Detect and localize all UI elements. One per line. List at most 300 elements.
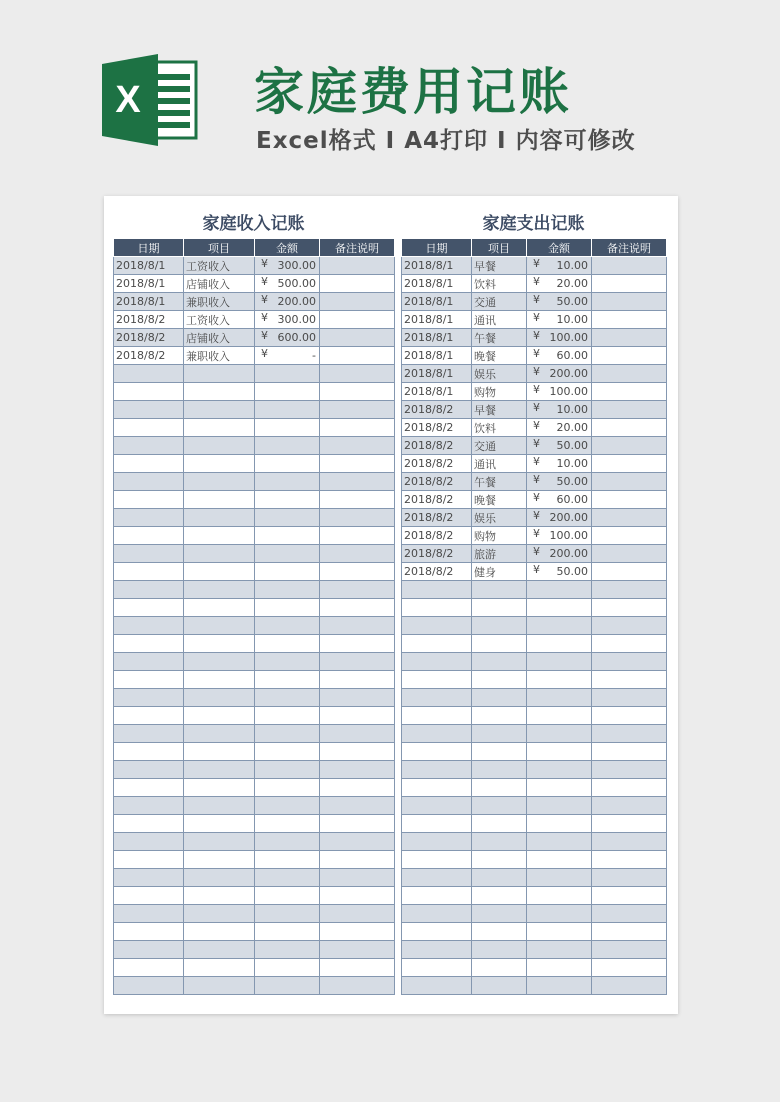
note-cell[interactable] <box>592 437 667 455</box>
item-cell[interactable] <box>472 617 527 635</box>
item-cell[interactable] <box>472 743 527 761</box>
note-cell[interactable] <box>592 959 667 977</box>
note-cell[interactable] <box>592 599 667 617</box>
item-cell[interactable] <box>184 887 255 905</box>
amount-cell[interactable] <box>527 365 592 383</box>
note-cell[interactable] <box>320 797 395 815</box>
item-cell[interactable]: 工资收入 <box>184 257 255 275</box>
note-cell[interactable] <box>320 563 395 581</box>
amount-cell[interactable] <box>527 491 592 509</box>
note-cell[interactable] <box>592 581 667 599</box>
note-cell[interactable] <box>592 671 667 689</box>
date-cell[interactable]: 2018/8/1 <box>114 293 184 311</box>
date-cell[interactable] <box>402 581 472 599</box>
note-cell[interactable] <box>320 545 395 563</box>
item-cell[interactable]: 店铺收入 <box>184 275 255 293</box>
date-cell[interactable] <box>114 599 184 617</box>
item-cell[interactable] <box>184 725 255 743</box>
note-cell[interactable] <box>320 599 395 617</box>
note-cell[interactable] <box>592 347 667 365</box>
date-cell[interactable] <box>402 905 472 923</box>
note-cell[interactable] <box>320 869 395 887</box>
note-cell[interactable] <box>320 743 395 761</box>
date-cell[interactable] <box>402 671 472 689</box>
amount-cell[interactable] <box>527 779 592 797</box>
item-cell[interactable] <box>184 401 255 419</box>
amount-cell[interactable] <box>527 959 592 977</box>
amount-cell[interactable] <box>255 923 320 941</box>
amount-cell[interactable] <box>527 329 592 347</box>
date-cell[interactable] <box>114 815 184 833</box>
date-cell[interactable]: 2018/8/2 <box>402 563 472 581</box>
note-cell[interactable] <box>320 725 395 743</box>
amount-cell[interactable] <box>255 329 320 347</box>
date-cell[interactable] <box>114 545 184 563</box>
item-cell[interactable] <box>472 671 527 689</box>
item-cell[interactable] <box>184 689 255 707</box>
amount-cell[interactable] <box>527 689 592 707</box>
item-cell[interactable] <box>472 761 527 779</box>
item-cell[interactable] <box>184 509 255 527</box>
date-cell[interactable]: 2018/8/1 <box>402 383 472 401</box>
note-cell[interactable] <box>592 707 667 725</box>
note-cell[interactable] <box>320 527 395 545</box>
date-cell[interactable] <box>402 743 472 761</box>
date-cell[interactable]: 2018/8/1 <box>402 293 472 311</box>
note-cell[interactable] <box>320 311 395 329</box>
note-cell[interactable] <box>320 509 395 527</box>
amount-cell[interactable] <box>255 527 320 545</box>
amount-cell[interactable] <box>527 401 592 419</box>
note-cell[interactable] <box>592 653 667 671</box>
date-cell[interactable] <box>114 455 184 473</box>
amount-cell[interactable] <box>527 707 592 725</box>
amount-cell[interactable] <box>255 653 320 671</box>
note-cell[interactable] <box>592 635 667 653</box>
date-cell[interactable] <box>402 725 472 743</box>
amount-cell[interactable] <box>527 743 592 761</box>
amount-cell[interactable] <box>527 437 592 455</box>
amount-cell[interactable] <box>527 923 592 941</box>
note-cell[interactable] <box>592 293 667 311</box>
amount-cell[interactable] <box>527 527 592 545</box>
date-cell[interactable] <box>402 617 472 635</box>
item-cell[interactable] <box>472 779 527 797</box>
note-cell[interactable] <box>320 653 395 671</box>
item-cell[interactable]: 工资收入 <box>184 311 255 329</box>
amount-cell[interactable] <box>527 311 592 329</box>
amount-cell[interactable] <box>255 977 320 995</box>
item-cell[interactable] <box>472 581 527 599</box>
date-cell[interactable] <box>114 437 184 455</box>
date-cell[interactable]: 2018/8/2 <box>402 473 472 491</box>
date-cell[interactable] <box>114 581 184 599</box>
amount-cell[interactable] <box>255 689 320 707</box>
date-cell[interactable]: 2018/8/2 <box>402 401 472 419</box>
amount-cell[interactable] <box>255 725 320 743</box>
date-cell[interactable] <box>402 761 472 779</box>
note-cell[interactable] <box>592 977 667 995</box>
note-cell[interactable] <box>320 329 395 347</box>
date-cell[interactable] <box>402 851 472 869</box>
note-cell[interactable] <box>320 779 395 797</box>
amount-cell[interactable] <box>527 257 592 275</box>
note-cell[interactable] <box>320 815 395 833</box>
item-cell[interactable]: 晚餐 <box>472 491 527 509</box>
date-cell[interactable]: 2018/8/2 <box>402 509 472 527</box>
amount-cell[interactable] <box>255 797 320 815</box>
date-cell[interactable]: 2018/8/2 <box>402 545 472 563</box>
date-cell[interactable] <box>114 617 184 635</box>
item-cell[interactable] <box>472 599 527 617</box>
item-cell[interactable]: 通讯 <box>472 311 527 329</box>
item-cell[interactable]: 早餐 <box>472 257 527 275</box>
amount-cell[interactable] <box>255 941 320 959</box>
item-cell[interactable] <box>184 941 255 959</box>
note-cell[interactable] <box>320 689 395 707</box>
item-cell[interactable] <box>184 815 255 833</box>
date-cell[interactable] <box>114 383 184 401</box>
item-cell[interactable]: 健身 <box>472 563 527 581</box>
amount-cell[interactable] <box>527 833 592 851</box>
amount-cell[interactable] <box>255 365 320 383</box>
date-cell[interactable] <box>402 941 472 959</box>
amount-cell[interactable] <box>527 725 592 743</box>
item-cell[interactable]: 购物 <box>472 527 527 545</box>
note-cell[interactable] <box>320 401 395 419</box>
amount-cell[interactable] <box>255 707 320 725</box>
item-cell[interactable] <box>184 563 255 581</box>
date-cell[interactable]: 2018/8/1 <box>402 275 472 293</box>
item-cell[interactable]: 早餐 <box>472 401 527 419</box>
amount-cell[interactable] <box>527 419 592 437</box>
item-cell[interactable] <box>184 581 255 599</box>
item-cell[interactable]: 交通 <box>472 293 527 311</box>
amount-cell[interactable] <box>255 815 320 833</box>
note-cell[interactable] <box>592 509 667 527</box>
note-cell[interactable] <box>320 887 395 905</box>
note-cell[interactable] <box>320 761 395 779</box>
note-cell[interactable] <box>592 563 667 581</box>
item-cell[interactable] <box>184 653 255 671</box>
amount-cell[interactable] <box>255 887 320 905</box>
amount-cell[interactable] <box>255 509 320 527</box>
amount-cell[interactable] <box>527 581 592 599</box>
item-cell[interactable] <box>184 977 255 995</box>
item-cell[interactable] <box>472 959 527 977</box>
note-cell[interactable] <box>592 815 667 833</box>
amount-cell[interactable] <box>527 455 592 473</box>
note-cell[interactable] <box>320 275 395 293</box>
date-cell[interactable] <box>402 869 472 887</box>
item-cell[interactable] <box>184 383 255 401</box>
item-cell[interactable] <box>184 491 255 509</box>
date-cell[interactable] <box>114 905 184 923</box>
item-cell[interactable] <box>472 797 527 815</box>
amount-cell[interactable] <box>255 455 320 473</box>
item-cell[interactable]: 兼职收入 <box>184 293 255 311</box>
amount-cell[interactable] <box>255 581 320 599</box>
date-cell[interactable]: 2018/8/1 <box>402 311 472 329</box>
date-cell[interactable] <box>114 527 184 545</box>
note-cell[interactable] <box>592 383 667 401</box>
date-cell[interactable] <box>114 509 184 527</box>
date-cell[interactable] <box>114 779 184 797</box>
date-cell[interactable] <box>114 365 184 383</box>
item-cell[interactable]: 交通 <box>472 437 527 455</box>
note-cell[interactable] <box>320 833 395 851</box>
amount-cell[interactable] <box>255 833 320 851</box>
amount-cell[interactable] <box>255 401 320 419</box>
amount-cell[interactable] <box>527 671 592 689</box>
note-cell[interactable] <box>592 419 667 437</box>
note-cell[interactable] <box>320 491 395 509</box>
amount-cell[interactable] <box>527 761 592 779</box>
amount-cell[interactable] <box>255 545 320 563</box>
item-cell[interactable]: 旅游 <box>472 545 527 563</box>
date-cell[interactable] <box>114 725 184 743</box>
amount-cell[interactable] <box>527 545 592 563</box>
date-cell[interactable]: 2018/8/2 <box>402 455 472 473</box>
amount-cell[interactable] <box>255 347 320 365</box>
item-cell[interactable] <box>472 977 527 995</box>
item-cell[interactable] <box>184 923 255 941</box>
date-cell[interactable] <box>114 473 184 491</box>
item-cell[interactable] <box>184 797 255 815</box>
note-cell[interactable] <box>592 473 667 491</box>
note-cell[interactable] <box>592 311 667 329</box>
note-cell[interactable] <box>592 743 667 761</box>
note-cell[interactable] <box>592 329 667 347</box>
date-cell[interactable] <box>402 959 472 977</box>
date-cell[interactable] <box>114 671 184 689</box>
amount-cell[interactable] <box>527 887 592 905</box>
item-cell[interactable]: 店铺收入 <box>184 329 255 347</box>
item-cell[interactable] <box>184 743 255 761</box>
note-cell[interactable] <box>592 527 667 545</box>
note-cell[interactable] <box>320 473 395 491</box>
date-cell[interactable]: 2018/8/2 <box>114 311 184 329</box>
note-cell[interactable] <box>320 455 395 473</box>
date-cell[interactable] <box>402 653 472 671</box>
date-cell[interactable] <box>402 923 472 941</box>
note-cell[interactable] <box>320 635 395 653</box>
date-cell[interactable]: 2018/8/1 <box>402 329 472 347</box>
note-cell[interactable] <box>320 851 395 869</box>
item-cell[interactable]: 午餐 <box>472 473 527 491</box>
item-cell[interactable] <box>472 689 527 707</box>
date-cell[interactable]: 2018/8/2 <box>402 437 472 455</box>
note-cell[interactable] <box>592 923 667 941</box>
note-cell[interactable] <box>320 257 395 275</box>
amount-cell[interactable] <box>527 599 592 617</box>
amount-cell[interactable] <box>255 419 320 437</box>
note-cell[interactable] <box>320 581 395 599</box>
date-cell[interactable] <box>402 977 472 995</box>
amount-cell[interactable] <box>527 509 592 527</box>
note-cell[interactable] <box>320 905 395 923</box>
note-cell[interactable] <box>592 401 667 419</box>
note-cell[interactable] <box>320 941 395 959</box>
note-cell[interactable] <box>320 707 395 725</box>
amount-cell[interactable] <box>527 815 592 833</box>
item-cell[interactable] <box>472 707 527 725</box>
amount-cell[interactable] <box>527 941 592 959</box>
item-cell[interactable] <box>184 707 255 725</box>
date-cell[interactable] <box>114 833 184 851</box>
amount-cell[interactable] <box>527 905 592 923</box>
date-cell[interactable] <box>402 779 472 797</box>
item-cell[interactable] <box>472 833 527 851</box>
date-cell[interactable] <box>402 833 472 851</box>
item-cell[interactable]: 娱乐 <box>472 365 527 383</box>
date-cell[interactable]: 2018/8/2 <box>402 419 472 437</box>
note-cell[interactable] <box>592 689 667 707</box>
note-cell[interactable] <box>320 959 395 977</box>
date-cell[interactable] <box>114 491 184 509</box>
item-cell[interactable] <box>472 941 527 959</box>
date-cell[interactable] <box>114 635 184 653</box>
amount-cell[interactable] <box>255 851 320 869</box>
date-cell[interactable]: 2018/8/1 <box>114 257 184 275</box>
item-cell[interactable] <box>184 473 255 491</box>
amount-cell[interactable] <box>527 293 592 311</box>
item-cell[interactable] <box>184 905 255 923</box>
note-cell[interactable] <box>320 419 395 437</box>
date-cell[interactable] <box>114 923 184 941</box>
note-cell[interactable] <box>320 365 395 383</box>
item-cell[interactable]: 饮料 <box>472 275 527 293</box>
date-cell[interactable]: 2018/8/2 <box>114 329 184 347</box>
item-cell[interactable] <box>184 599 255 617</box>
date-cell[interactable] <box>114 959 184 977</box>
item-cell[interactable] <box>184 869 255 887</box>
amount-cell[interactable] <box>255 617 320 635</box>
item-cell[interactable] <box>184 545 255 563</box>
date-cell[interactable]: 2018/8/1 <box>402 365 472 383</box>
amount-cell[interactable] <box>255 383 320 401</box>
item-cell[interactable] <box>184 635 255 653</box>
note-cell[interactable] <box>592 905 667 923</box>
date-cell[interactable] <box>114 797 184 815</box>
amount-cell[interactable] <box>527 473 592 491</box>
item-cell[interactable] <box>184 779 255 797</box>
note-cell[interactable] <box>592 365 667 383</box>
note-cell[interactable] <box>592 869 667 887</box>
item-cell[interactable] <box>184 671 255 689</box>
date-cell[interactable] <box>114 401 184 419</box>
item-cell[interactable] <box>472 635 527 653</box>
amount-cell[interactable] <box>527 275 592 293</box>
date-cell[interactable]: 2018/8/1 <box>402 347 472 365</box>
date-cell[interactable]: 2018/8/1 <box>402 257 472 275</box>
note-cell[interactable] <box>592 275 667 293</box>
date-cell[interactable] <box>114 563 184 581</box>
item-cell[interactable] <box>184 437 255 455</box>
note-cell[interactable] <box>592 797 667 815</box>
note-cell[interactable] <box>320 923 395 941</box>
amount-cell[interactable] <box>255 779 320 797</box>
date-cell[interactable] <box>402 815 472 833</box>
item-cell[interactable] <box>472 887 527 905</box>
note-cell[interactable] <box>592 779 667 797</box>
date-cell[interactable] <box>402 707 472 725</box>
item-cell[interactable] <box>472 815 527 833</box>
amount-cell[interactable] <box>527 653 592 671</box>
item-cell[interactable] <box>472 851 527 869</box>
note-cell[interactable] <box>320 977 395 995</box>
date-cell[interactable]: 2018/8/2 <box>402 491 472 509</box>
item-cell[interactable] <box>472 905 527 923</box>
item-cell[interactable] <box>472 725 527 743</box>
date-cell[interactable] <box>402 635 472 653</box>
item-cell[interactable] <box>184 851 255 869</box>
note-cell[interactable] <box>592 941 667 959</box>
date-cell[interactable] <box>114 851 184 869</box>
item-cell[interactable] <box>472 869 527 887</box>
amount-cell[interactable] <box>255 761 320 779</box>
amount-cell[interactable] <box>255 869 320 887</box>
item-cell[interactable] <box>184 959 255 977</box>
amount-cell[interactable] <box>527 869 592 887</box>
amount-cell[interactable] <box>255 599 320 617</box>
item-cell[interactable]: 午餐 <box>472 329 527 347</box>
note-cell[interactable] <box>320 347 395 365</box>
date-cell[interactable] <box>402 797 472 815</box>
date-cell[interactable] <box>114 419 184 437</box>
date-cell[interactable]: 2018/8/2 <box>114 347 184 365</box>
item-cell[interactable] <box>184 419 255 437</box>
note-cell[interactable] <box>592 851 667 869</box>
date-cell[interactable] <box>114 761 184 779</box>
note-cell[interactable] <box>320 383 395 401</box>
item-cell[interactable] <box>184 617 255 635</box>
date-cell[interactable] <box>402 599 472 617</box>
amount-cell[interactable] <box>255 293 320 311</box>
amount-cell[interactable] <box>527 635 592 653</box>
date-cell[interactable] <box>114 689 184 707</box>
amount-cell[interactable] <box>255 563 320 581</box>
item-cell[interactable] <box>472 923 527 941</box>
item-cell[interactable]: 通讯 <box>472 455 527 473</box>
note-cell[interactable] <box>592 761 667 779</box>
amount-cell[interactable] <box>255 311 320 329</box>
note-cell[interactable] <box>592 725 667 743</box>
amount-cell[interactable] <box>527 851 592 869</box>
date-cell[interactable] <box>114 707 184 725</box>
amount-cell[interactable] <box>527 977 592 995</box>
date-cell[interactable] <box>114 869 184 887</box>
note-cell[interactable] <box>592 455 667 473</box>
item-cell[interactable] <box>472 653 527 671</box>
amount-cell[interactable] <box>255 491 320 509</box>
date-cell[interactable] <box>402 887 472 905</box>
note-cell[interactable] <box>592 617 667 635</box>
amount-cell[interactable] <box>255 671 320 689</box>
amount-cell[interactable] <box>527 563 592 581</box>
date-cell[interactable] <box>402 689 472 707</box>
amount-cell[interactable] <box>255 275 320 293</box>
item-cell[interactable] <box>184 833 255 851</box>
date-cell[interactable]: 2018/8/2 <box>402 527 472 545</box>
item-cell[interactable]: 兼职收入 <box>184 347 255 365</box>
note-cell[interactable] <box>320 671 395 689</box>
amount-cell[interactable] <box>527 617 592 635</box>
amount-cell[interactable] <box>255 959 320 977</box>
item-cell[interactable] <box>184 455 255 473</box>
amount-cell[interactable] <box>527 383 592 401</box>
note-cell[interactable] <box>320 293 395 311</box>
